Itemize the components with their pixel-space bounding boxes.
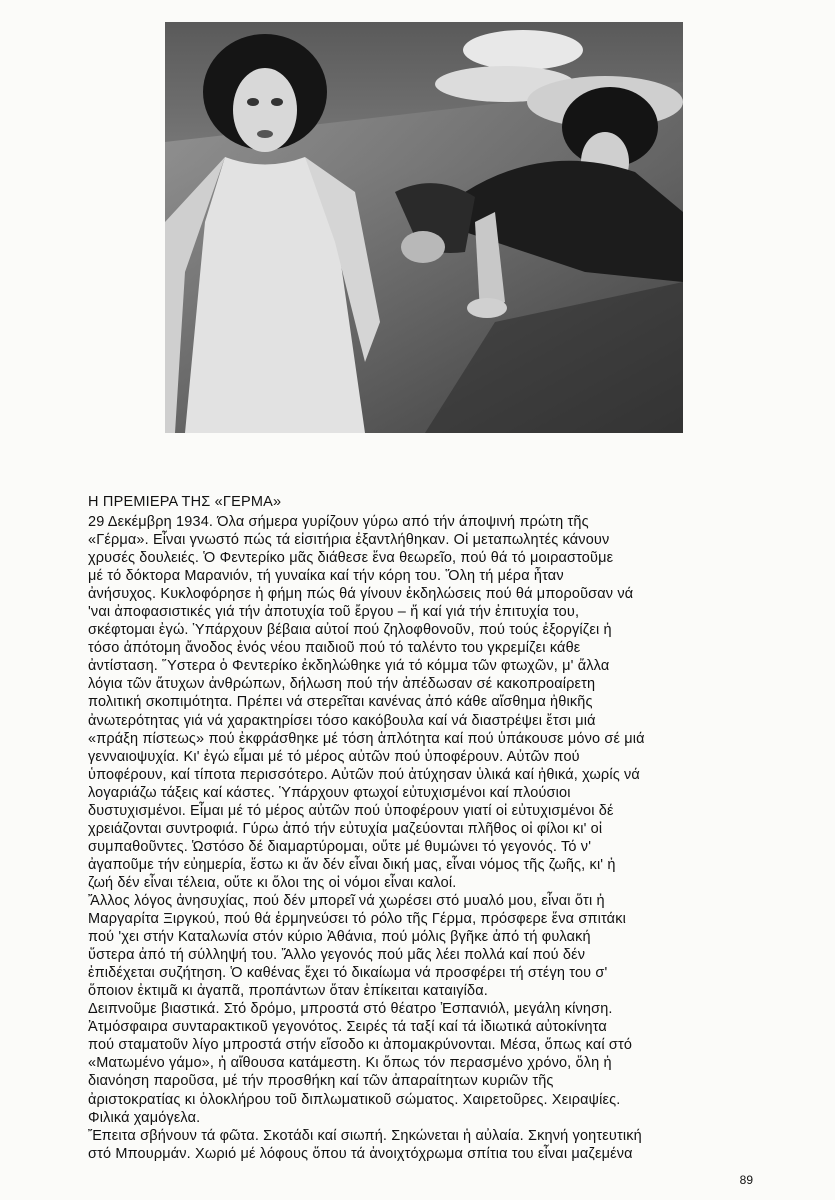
text-line: Μαργαρίτα Ξιργκού, πού θά ἑρμηνεύσει τό ρόλο τῆς Γέρμα, πρόσφερε ἕνα σπιτάκι: [88, 911, 626, 928]
text-line: ζωή δέν εἶναι τέλεια, οὔτε κι ὅλοι της οἱ νόμοι εἶναι καλοί.: [88, 874, 457, 891]
page-number: 89: [739, 1173, 753, 1187]
text-line: ὕστερα ἀπό τή σύλληψή του. Ἄλλο γεγονός πού μᾶς λέει πολλά καί πού δέν: [88, 947, 586, 964]
text-line: Ἀτμόσφαιρα συνταρακτικοῦ γεγονότος. Σειρές τά ταξί καί τά ἰδιωτικά αὐτοκίνητα: [88, 1019, 607, 1036]
article: [88, 493, 758, 1163]
text-line: πού σταματοῦν λίγο μπροστά στήν εἴσοδο κι ἀπομακρύνονται. Μέσα, ὅπως καί στό: [88, 1037, 633, 1054]
text-line: ἀριστοκρατίας κι ὁλοκλήρου τοῦ διπλωματικοῦ σώματος. Χαιρετοῦρες. Χειραψίες.: [88, 1091, 621, 1108]
text-line: γενναιοψυχία. Κι' ἐγώ εἶμαι μέ τό μέρος αὐτῶν πού ὑποφέρουν. Αὐτῶν πού: [88, 748, 580, 765]
text-line: Φιλικά χαμόγελα.: [88, 1109, 201, 1126]
text-line: λογαριάζω τάξεις καί κάστες. Ὑπάρχουν φτωχοί εὐτυχισμένοι καί πλούσιοι: [88, 784, 571, 801]
text-line: μέ τό δόκτορα Μαρανιόν, τή γυναίκα καί τήν κόρη του. Ὅλη τή μέρα ἦταν: [88, 568, 564, 585]
text-line: 29 Δεκέμβρη 1934. Όλα σήμερα γυρίζουν γύρω από τήν άποψινή πρώτη τῆς: [88, 514, 589, 530]
text-line: στό Μπουρμάν. Χωριό μέ λόφους ὅπου τά ἀνοιχτόχρωμα σπίτια του εἶναι μαζεμένα: [88, 1145, 633, 1162]
text-line: ἀντίσταση. Ὕστερα ὁ Φεντερίκο ἐκδηλώθηκε γιά τό κόμμα τῶν φτωχῶν, μ' ἄλλα: [88, 658, 610, 675]
text-line: χρυσές δουλειές. Ὁ Φεντερίκο μᾶς διάθεσε ἕνα θεωρεῖο, πού θά τό μοιραστοῦμε: [88, 550, 614, 567]
article-heading: Η ΠΡΕΜΙΕΡΑ ΤΗΣ «ΓΕΡΜΑ»: [88, 494, 282, 510]
article-body: [88, 513, 758, 1163]
text-line: συμπαθοῦντες. Ὡστόσο δέ διαμαρτύρομαι, οὔτε μέ θυμώνει τό γεγονός. Τό ν': [88, 838, 592, 855]
stage-photograph: [165, 22, 683, 433]
text-line: δυστυχισμένοι. Εἶμαι μέ τό μέρος αὐτῶν πού ὑποφέρουν γιατί οἱ εὐτυχισμένοι δέ: [88, 802, 614, 819]
text-line: «Γέρμα». Εἶναι γνωστό πώς τά εἰσιτήρια ἐξαντλήθηκαν. Οἱ μεταπωλητές κάνουν: [88, 532, 610, 549]
text-line: ὑποφέρουν, καί τίποτα περισσότερο. Αὐτῶν πού ἀτύχησαν ὑλικά καί ἠθικά, χωρίς νά: [88, 766, 640, 783]
text-line: πού 'χει στήν Καταλωνία στόν κύριο Ἀθάνια, πού μόλις βγῆκε ἀπό τή φυλακή: [88, 929, 591, 946]
text-line: διανόηση παροῦσα, μέ τήν προσθήκη καί τῶν ἀπαραίτητων κυριῶν τῆς: [88, 1073, 554, 1090]
text-line: Ἄλλος λόγος ἀνησυχίας, πού δέν μπορεῖ νά χωρέσει στό μυαλό μου, εἶναι ὅτι ἡ: [88, 892, 605, 909]
text-line: χρειάζονται συντροφιά. Γύρω ἀπό τήν εὐτυχία μαζεύονται πλῆθος οἱ φίλοι κι' οἱ: [88, 820, 603, 837]
text-line: Δειπνοῦμε βιαστικά. Στό δρόμο, μπροστά στό θέατρο Ἐσπανιόλ, μεγάλη κίνηση.: [88, 1001, 613, 1018]
text-line: 'ναι ἀποφασιστικές γιά τήν ἀποτυχία τοῦ ἔργου – ἤ καί γιά τήν ἐπιτυχία του,: [88, 604, 580, 621]
text-line: ἀνήσυχος. Κυκλοφόρησε ἡ φήμη πώς θά γίνουν ἐκδηλώσεις πού θά μποροῦσαν νά: [88, 586, 634, 603]
text-line: ἐπιδέχεται συζήτηση. Ὁ καθένας ἔχει τό δικαίωμα νά προσφέρει τή στέγη του σ': [88, 965, 608, 982]
text-line: ἀνωτερότητας γιά νά χαρακτηρίσει τόσο κακόβουλα καί νά διαστρέψει ἔτσι μιά: [88, 712, 596, 729]
text-line: «Ματωμένο γάμο», ἡ αἴθουσα κατάμεστη. Κι ὅπως τόν περασμένο χρόνο, ὅλη ἡ: [88, 1055, 612, 1072]
text-line: λόγια τῶν ἄτυχων ἀνθρώπων, δήλωση πού τήν ἀπέδωσαν σέ κακοπροαίρετη: [88, 676, 596, 693]
text-line: σκέφτομαι ἐγώ. Ὑπάρχουν βέβαια αὐτοί πού ζηλοφθονοῦν, πού τούς ἐξοργίζει ἡ: [88, 622, 612, 639]
photo-illustration: [165, 22, 683, 433]
text-line: πολιτική σκοπιμότητα. Πρέπει νά στερεῖται κανένας ἀπό κάθε αἴσθημα ἠθικῆς: [88, 694, 593, 711]
text-line: τόσο ἀπότομη ἄνοδος ἑνός νέου παιδιοῦ πού τό ταλέντο του γκρεμίζει κάθε: [88, 640, 581, 657]
text-line: Ἔπειτα σβήνουν τά φῶτα. Σκοτάδι καί σιωπή. Σηκώνεται ἡ αὐλαία. Σκηνή γοητευτική: [88, 1127, 642, 1144]
text-line: ἀγαποῦμε τήν εὐημερία, ἔστω κι ἄν δέν εἶναι δική μας, εἶναι νόμος τῆς ζωῆς, κι' ἡ: [88, 856, 616, 873]
text-line: «πράξη πίστεως» πού ἐκφράσθηκε μέ τόση ἁπλότητα καί πού ὑπάκουσε μόνο σέ μιά: [88, 730, 645, 747]
text-line: ὅποιον ἐκτιμᾶ κι ἀγαπᾶ, προπάντων ὅταν ἐπίκειται καταιγίδα.: [88, 983, 488, 1000]
